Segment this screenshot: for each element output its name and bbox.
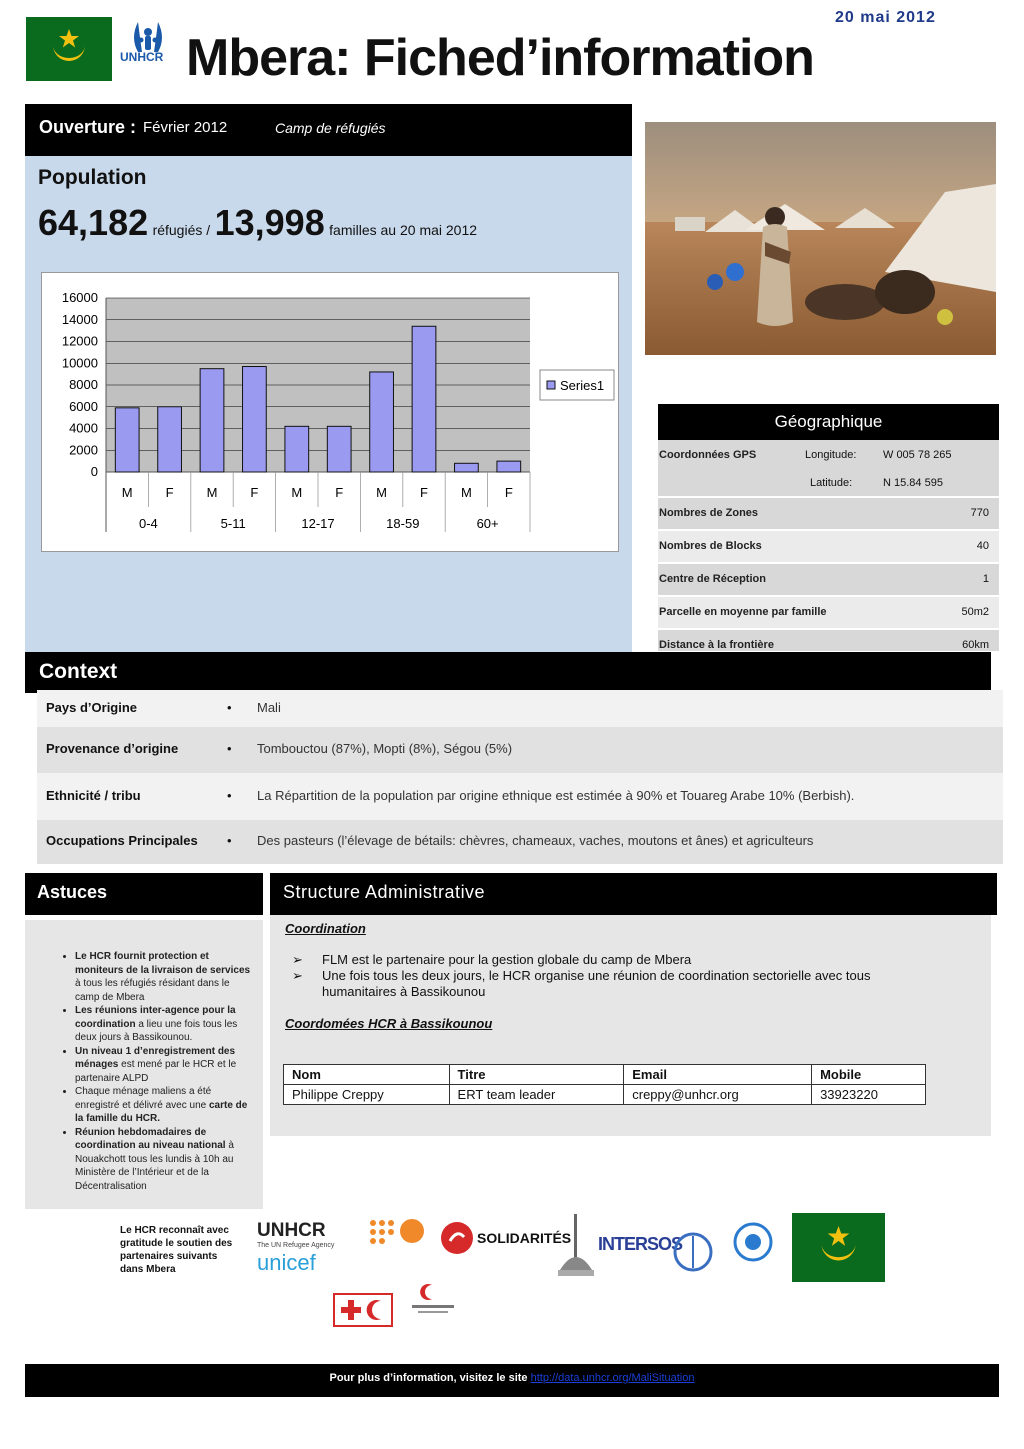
y-tick-label: 0: [90, 464, 98, 479]
opening-bar: [25, 104, 632, 156]
bar: [115, 408, 139, 472]
geo-row-value: 40: [976, 540, 989, 552]
solidarites-emblem-icon: [440, 1221, 474, 1255]
astuce-text: à Nouakchott tous les lundis à 10h au Ministère de l’Intérieur et de la Décentralisation: [75, 1140, 234, 1192]
x-tick-label: M: [121, 485, 133, 500]
page-title: Mbera: Fiched’information: [186, 29, 814, 87]
bar: [370, 372, 394, 472]
camp-type: Camp de réfugiés: [275, 120, 386, 136]
contacts-heading: Coordomées HCR à Bassikounou: [285, 1016, 493, 1031]
crescent-logo: [408, 1281, 458, 1326]
gps-label: Coordonnées GPS: [659, 449, 757, 461]
astuces-panel: [25, 920, 263, 1209]
context-title: Context: [39, 660, 118, 683]
coordination-heading: Coordination: [285, 921, 366, 936]
x-tick-label: F: [420, 485, 428, 500]
y-tick-label: 14000: [61, 311, 98, 327]
longitude-label: Longitude:: [805, 449, 857, 461]
astuce-text: à tous les réfugiés résidant dans le camp de Mbera: [75, 978, 230, 1003]
mauritania-flag-footer: [792, 1213, 885, 1282]
astuce-text: Chaque ménage maliens a été enregistré et délivré avec une: [75, 1086, 212, 1111]
unhcr-logo: [118, 14, 178, 84]
geo-header: [658, 404, 999, 440]
contacts-column-header: Titre: [449, 1065, 624, 1085]
astuce-highlight: carte de la famille du HCR.: [75, 1099, 248, 1124]
camp-photo: [645, 122, 996, 355]
geo-row-value: 770: [970, 507, 989, 519]
astuce-text: a lieu une fois tous les deux jours à Bassikounou.: [75, 1018, 238, 1043]
contacts-column-header: Email: [624, 1065, 812, 1085]
contacts-table: [283, 1064, 926, 1105]
context-row-value: La Répartition de la population par origine ethnique est estimée à 90% et Touareg Arabe 10% (Berbish).: [257, 788, 855, 803]
coordination-bullet-text: FLM est le partenaire pour la gestion globale du camp de Mbera: [322, 952, 692, 967]
structure-panel: [270, 915, 991, 1136]
bar: [455, 463, 479, 472]
who-logo: [668, 1230, 718, 1283]
table-cell: creppy@unhcr.org: [624, 1085, 812, 1105]
geo-row: [658, 597, 999, 628]
population-bar-chart: [42, 273, 618, 551]
x-tick-label: M: [206, 485, 218, 500]
footer-text: Pour plus d’information, visitez le site: [329, 1372, 528, 1384]
bar: [158, 407, 182, 472]
context-row-label: Occupations Principales: [46, 833, 198, 848]
context-row-label: Ethnicité / tribu: [46, 788, 141, 803]
geo-row: [658, 531, 999, 562]
crescent-icon: [408, 1281, 458, 1321]
context-row-value: Mali: [257, 700, 281, 715]
y-tick-label: 2000: [69, 442, 98, 458]
wfp-emblem-icon: [728, 1214, 778, 1264]
unhcr-logo-text: UNHCR: [120, 50, 164, 64]
x-tick-label: F: [335, 485, 344, 500]
y-tick-label: 16000: [61, 290, 98, 305]
document-date: 20 mai 2012: [835, 9, 936, 26]
y-tick-label: 10000: [61, 355, 98, 371]
bar: [412, 326, 436, 472]
unhcr-partner-name: UNHCR: [257, 1220, 326, 1241]
contacts-column-header: Mobile: [812, 1065, 926, 1085]
intersos-logo: INTERSOS: [598, 1234, 683, 1254]
bar: [497, 461, 521, 472]
family-count-label: familles au 20 mai 2012: [329, 222, 478, 238]
astuce-item: [75, 1045, 255, 1086]
table-cell: ERT team leader: [449, 1085, 624, 1105]
red-cross-logo: [333, 1293, 393, 1332]
geo-title: Géographique: [774, 412, 883, 431]
astuce-item: [75, 1085, 255, 1126]
astuce-item: [75, 1126, 255, 1194]
astuces-list: [25, 920, 263, 1193]
x-tick-label: M: [376, 485, 388, 500]
geo-row-label: Nombres de Blocks: [659, 540, 762, 552]
footer-content: [25, 1372, 999, 1384]
geo-row: [658, 564, 999, 595]
bar: [285, 426, 309, 472]
contacts-column-header: Nom: [284, 1065, 450, 1085]
structure-header: [270, 873, 997, 915]
group-label: 60+: [476, 516, 499, 531]
bar: [243, 367, 267, 472]
astuce-highlight: Les réunions inter-agence pour la coordination: [75, 1005, 236, 1030]
geo-row-label: Nombres de Zones: [659, 507, 759, 519]
unhcr-partner-sub: The UN Refugee Agency: [257, 1242, 335, 1249]
bullet-icon: •: [227, 700, 232, 715]
table-cell: Philippe Creppy: [284, 1085, 450, 1105]
legend-swatch: [547, 381, 555, 389]
geo-row-value: 60km: [962, 639, 989, 651]
dots-logo-icon: [368, 1218, 426, 1258]
astuce-highlight: Réunion hebdomadaires de coordination au niveau national: [75, 1126, 226, 1151]
arrow-bullet-icon: ➢: [292, 952, 303, 967]
context-row: [37, 727, 1003, 773]
astuce-item: [75, 950, 255, 1004]
opening-date: Février 2012: [143, 119, 228, 136]
refugee-count-label: réfugiés /: [152, 222, 211, 238]
y-tick-label: 6000: [69, 398, 98, 414]
context-header: [25, 652, 991, 693]
y-tick-label: 4000: [69, 420, 98, 436]
wfp-logo: [728, 1214, 778, 1269]
family-count: 13,998: [214, 202, 325, 243]
solidarites-logo: [440, 1221, 571, 1255]
bullet-icon: •: [227, 788, 232, 803]
population-panel: [25, 156, 632, 652]
population-chart: [41, 272, 619, 552]
who-emblem-icon: [668, 1230, 718, 1278]
refugee-count: 64,182: [38, 202, 149, 243]
group-label: 18-59: [386, 516, 420, 531]
coordination-bullets: [292, 952, 932, 1000]
geo-row-label: Parcelle en moyenne par famille: [659, 606, 827, 618]
population-figures: [38, 202, 477, 244]
context-row-value: Tombouctou (87%), Mopti (8%), Ségou (5%): [257, 741, 513, 756]
bullet-icon: •: [227, 833, 232, 848]
astuce-highlight: Le HCR fournit protection et moniteurs de la livraison de services: [75, 951, 251, 976]
structure-title: Structure Administrative: [283, 882, 486, 902]
x-tick-label: M: [291, 485, 303, 500]
solidarites-name: SOLIDARITÉS: [477, 1230, 572, 1246]
context-row-label: Pays d’Origine: [46, 700, 138, 715]
x-tick-label: F: [250, 485, 259, 500]
bar: [327, 426, 351, 472]
context-row: [37, 820, 1003, 864]
footer-bar: [25, 1364, 999, 1397]
y-tick-label: 12000: [61, 333, 98, 349]
geo-row-label: Distance à la frontière: [659, 639, 774, 651]
bullet-icon: •: [227, 741, 232, 756]
group-label: 12-17: [301, 516, 335, 531]
astuce-text: est mené par le HCR et le partenaire ALPD: [75, 1059, 237, 1084]
mosque-logo: [556, 1214, 596, 1280]
partners-note: Le HCR reconnaît avec gratitude le soutien des partenaires suivants dans Mbera: [120, 1225, 233, 1275]
geo-row-value: 50m2: [961, 606, 989, 618]
longitude-value: W 005 78 265: [883, 449, 952, 461]
unhcr-partner-logo: [257, 1220, 334, 1249]
contacts-table-header: [284, 1065, 926, 1085]
legend-label: Series1: [560, 378, 605, 393]
red-cross-crescent-icon: [333, 1293, 393, 1327]
mauritania-flag: [26, 17, 112, 81]
x-tick-label: F: [504, 485, 513, 500]
x-tick-label: M: [460, 485, 472, 500]
group-label: 5-11: [220, 516, 246, 531]
context-row-label: Provenance d’origine: [46, 741, 179, 756]
opening-label: Ouverture :: [39, 117, 137, 137]
unicef-logo: unicef: [257, 1250, 316, 1275]
geo-row: [658, 498, 999, 529]
table-cell: 33923220: [812, 1085, 926, 1105]
group-label: 0-4: [139, 516, 158, 531]
geo-row: [658, 630, 999, 651]
coordination-bullet: [292, 968, 932, 1000]
coordination-bullet: [292, 952, 932, 968]
coordination-bullet-text: Une fois tous les deux jours, le HCR organise une réunion de coordination sectorielle avec tous humanitaires à Bassikounou: [322, 968, 871, 999]
latitude-label: Latitude:: [810, 477, 853, 489]
dots-partner-logo: [368, 1218, 426, 1258]
astuce-item: [75, 1004, 255, 1045]
geo-gps-row: [658, 440, 999, 496]
context-row: [37, 690, 1003, 727]
population-heading: Population: [38, 166, 147, 189]
table-row: [284, 1085, 926, 1105]
arrow-bullet-icon: ➢: [292, 968, 303, 983]
footer-link[interactable]: http://data.unhcr.org/MaliSituation: [530, 1372, 695, 1384]
geo-row-label: Centre de Réception: [659, 573, 766, 585]
y-tick-label: 8000: [69, 377, 98, 392]
x-tick-label: F: [165, 485, 174, 500]
latitude-value: N 15.84 595: [883, 477, 943, 489]
geo-row-value: 1: [982, 573, 989, 585]
astuces-header: [25, 873, 263, 915]
mosque-emblem-icon: [556, 1214, 596, 1280]
bar: [200, 369, 224, 472]
astuce-highlight: Un niveau 1 d’enregistrement des ménages: [75, 1045, 236, 1070]
context-row-value: Des pasteurs (l’élevage de bétails: chèvres, chameaux, vaches, moutons et ânes) et agriculteurs: [257, 833, 814, 848]
astuces-title: Astuces: [37, 882, 108, 902]
context-row: [37, 773, 1003, 820]
